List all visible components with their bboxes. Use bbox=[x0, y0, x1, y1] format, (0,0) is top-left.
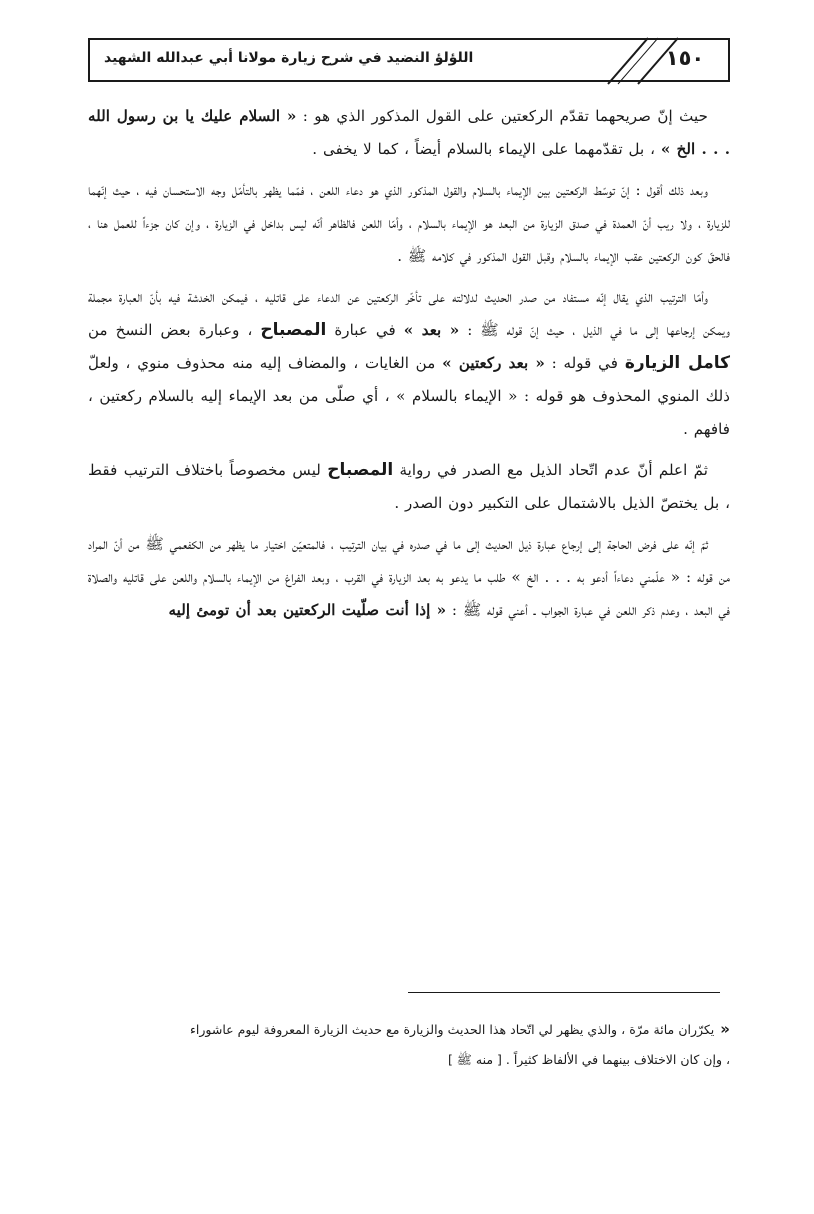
text-run: ، بل تقدّمهما على الإيماء بالسلام أيضاً ، كما لا يخفى . bbox=[312, 140, 661, 158]
book-name-kamil: كامل الزيارة bbox=[624, 353, 730, 373]
footnote-separator bbox=[408, 992, 720, 993]
text-run: ، وعبارة بعض النسخ من bbox=[88, 321, 261, 339]
footnote-text: يكرّران مائة مرّة ، والذي يظهر لي اتّحاد هذا الحديث والزيارة مع حديث الزيارة المعروفة ليوم عاشوراء ، وإن كان الاختلاف بينهما في الألفاظ كثيراً . [ منه ﷺ ] bbox=[190, 1022, 730, 1067]
quoted-phrase: « بعد ركعتين » bbox=[442, 354, 545, 372]
text-run: ثمّ إنّه على فرض الحاجة إلى إرجاع عبارة ذيل الحديث إلى ما في صدره في بيان الترتيب ، فالمتعيّن اختيار ما يظهر من الكفعمي ﷺ من أنّ المراد من قوله : « علّمني دعاءاً أدعو به . . . الخ » طلب ما يدعو به بعد الزيارة في القرب ، وبعد الفراغ من الإيماء بالسلام واللعن على قاتليه والصلاة في البعد ، وعدم ذكر اللعن في عبارة الجواب ـ أعني قوله ﷺ : bbox=[88, 535, 730, 619]
main-text bbox=[88, 100, 730, 635]
paragraph-5 bbox=[88, 528, 730, 627]
text-run: وأمّا الترتيب الذي يقال إنّه مستفاد من صدر الحديث لدلالته على تأخّر الركعتين عن الدعاء على قاتليه ، فيمكن الخدشة فيه بأنّ العبارة مجملة ويمكن إرجاعها إلى ما في الذيل ، حيث إنّ قوله ﷺ : bbox=[88, 288, 731, 339]
running-header bbox=[88, 38, 730, 82]
text-run: ثمّ اعلم أنّ عدم اتّحاد الذيل مع الصدر في رواية bbox=[393, 461, 708, 479]
footnote bbox=[190, 1014, 730, 1075]
paragraph-3 bbox=[88, 281, 730, 446]
text-run: في عبارة bbox=[326, 321, 404, 339]
quoted-phrase: « السلام عليك يا بن رسول الله . . . الخ » bbox=[88, 107, 730, 158]
quoted-phrase: « إذا أنت صلّيت الركعتين بعد أن تومئ إليه bbox=[168, 601, 447, 619]
paragraph-2: وبعد ذلك أقول : إنّ توسّط الركعتين بين الإيماء بالسلام والقول المذكور الذي هو دعاء اللعن ، فمّما يظهر بالتأمّل وجه الاستحسان فيه ، حيث إنّهما للزيارة ، ولا ريب أنّ العمدة في صدق الزيارة من البعد هو الإيماء بالسلام ، وأمّا اللعن فالظاهر أنّه ليس بداخل في الزيارة ، وإن كان جزءاً للعمل هنا ، فالحقّ كون الركعتين عقب الإيماء بالسلام وقبل القول المذكور في كلامه ﷺ . bbox=[88, 181, 730, 265]
book-title: اللؤلؤ النضيد في شرح زيارة مولانا أبي عبدالله الشهيد bbox=[104, 50, 474, 66]
text-run: في قوله : bbox=[544, 354, 625, 372]
book-name-misbah: المصباح bbox=[260, 320, 327, 340]
text-run: من الغايات ، والمضاف إليه منه محذوف منوي ، ولعلّ ذلك المنوي المحذوف هو قوله : « الإيماء بالسلام » ، أي صلّى من بعد الإيماء إليه بالسلام ركعتين ، فافهم . bbox=[88, 354, 730, 438]
quoted-phrase: « بعد » bbox=[403, 321, 460, 339]
paragraph-4 bbox=[88, 454, 730, 520]
footnote-marker: « bbox=[720, 1020, 730, 1038]
text-run: ليس مخصوصاً باختلاف الترتيب فقط ، بل يختصّ الذيل بالاشتمال على التكبير دون الصدر . bbox=[88, 461, 730, 512]
book-name-misbah: المصباح bbox=[327, 460, 394, 480]
page-number: ١٥٠ bbox=[665, 46, 705, 70]
text-run: حيث إنّ صريحهما تقدّم الركعتين على القول المذكور الذي هو : bbox=[296, 107, 708, 125]
paragraph-1 bbox=[88, 100, 730, 166]
